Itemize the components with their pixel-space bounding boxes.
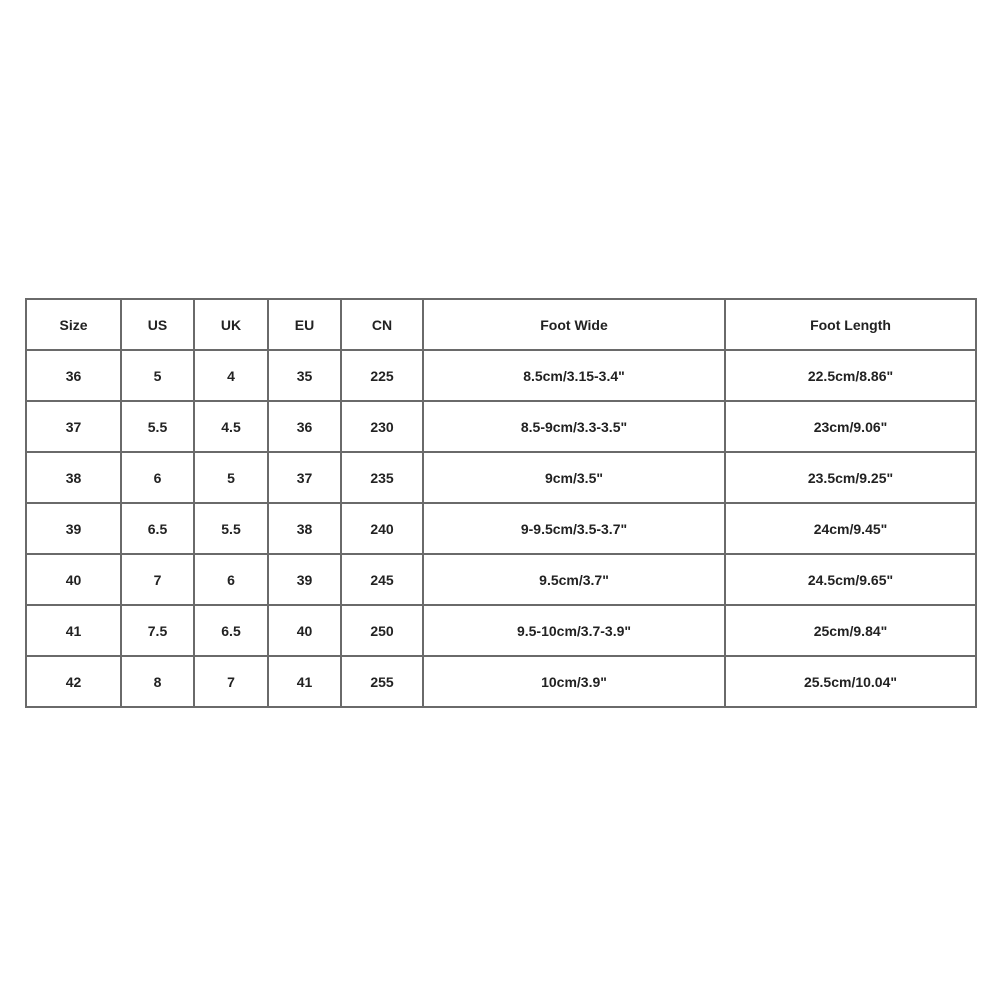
header-foot-length: Foot Length xyxy=(725,299,976,350)
cell-foot-wide: 9-9.5cm/3.5-3.7" xyxy=(423,503,725,554)
cell-foot-wide: 8.5-9cm/3.3-3.5" xyxy=(423,401,725,452)
cell-cn: 250 xyxy=(341,605,423,656)
cell-uk: 7 xyxy=(194,656,268,707)
header-size: Size xyxy=(26,299,121,350)
cell-eu: 39 xyxy=(268,554,341,605)
cell-uk: 5.5 xyxy=(194,503,268,554)
cell-size: 37 xyxy=(26,401,121,452)
cell-eu: 35 xyxy=(268,350,341,401)
cell-cn: 230 xyxy=(341,401,423,452)
cell-cn: 240 xyxy=(341,503,423,554)
cell-cn: 255 xyxy=(341,656,423,707)
header-eu: EU xyxy=(268,299,341,350)
table-row xyxy=(26,503,976,554)
table-row xyxy=(26,401,976,452)
table-header-row xyxy=(26,299,976,350)
header-uk: UK xyxy=(194,299,268,350)
cell-eu: 40 xyxy=(268,605,341,656)
cell-us: 6 xyxy=(121,452,194,503)
cell-foot-wide: 9.5cm/3.7" xyxy=(423,554,725,605)
cell-foot-length: 25cm/9.84" xyxy=(725,605,976,656)
cell-us: 7 xyxy=(121,554,194,605)
cell-uk: 6.5 xyxy=(194,605,268,656)
cell-foot-length: 24.5cm/9.65" xyxy=(725,554,976,605)
cell-size: 36 xyxy=(26,350,121,401)
cell-eu: 41 xyxy=(268,656,341,707)
header-cn: CN xyxy=(341,299,423,350)
cell-uk: 5 xyxy=(194,452,268,503)
cell-us: 5 xyxy=(121,350,194,401)
cell-uk: 4 xyxy=(194,350,268,401)
cell-foot-length: 24cm/9.45" xyxy=(725,503,976,554)
cell-cn: 235 xyxy=(341,452,423,503)
cell-foot-wide: 9.5-10cm/3.7-3.9" xyxy=(423,605,725,656)
cell-cn: 245 xyxy=(341,554,423,605)
cell-foot-wide: 9cm/3.5" xyxy=(423,452,725,503)
cell-eu: 38 xyxy=(268,503,341,554)
cell-foot-length: 23cm/9.06" xyxy=(725,401,976,452)
cell-size: 41 xyxy=(26,605,121,656)
cell-cn: 225 xyxy=(341,350,423,401)
cell-us: 6.5 xyxy=(121,503,194,554)
cell-us: 5.5 xyxy=(121,401,194,452)
cell-us: 7.5 xyxy=(121,605,194,656)
table-row xyxy=(26,452,976,503)
cell-us: 8 xyxy=(121,656,194,707)
table-row xyxy=(26,605,976,656)
header-foot-wide: Foot Wide xyxy=(423,299,725,350)
cell-uk: 6 xyxy=(194,554,268,605)
table-row xyxy=(26,350,976,401)
cell-size: 38 xyxy=(26,452,121,503)
cell-foot-wide: 10cm/3.9" xyxy=(423,656,725,707)
cell-eu: 37 xyxy=(268,452,341,503)
table-row xyxy=(26,554,976,605)
cell-uk: 4.5 xyxy=(194,401,268,452)
cell-foot-length: 25.5cm/10.04" xyxy=(725,656,976,707)
table-row xyxy=(26,656,976,707)
cell-size: 40 xyxy=(26,554,121,605)
size-chart-table xyxy=(25,298,977,708)
cell-size: 39 xyxy=(26,503,121,554)
cell-eu: 36 xyxy=(268,401,341,452)
cell-foot-wide: 8.5cm/3.15-3.4" xyxy=(423,350,725,401)
cell-foot-length: 22.5cm/8.86" xyxy=(725,350,976,401)
cell-foot-length: 23.5cm/9.25" xyxy=(725,452,976,503)
header-us: US xyxy=(121,299,194,350)
cell-size: 42 xyxy=(26,656,121,707)
